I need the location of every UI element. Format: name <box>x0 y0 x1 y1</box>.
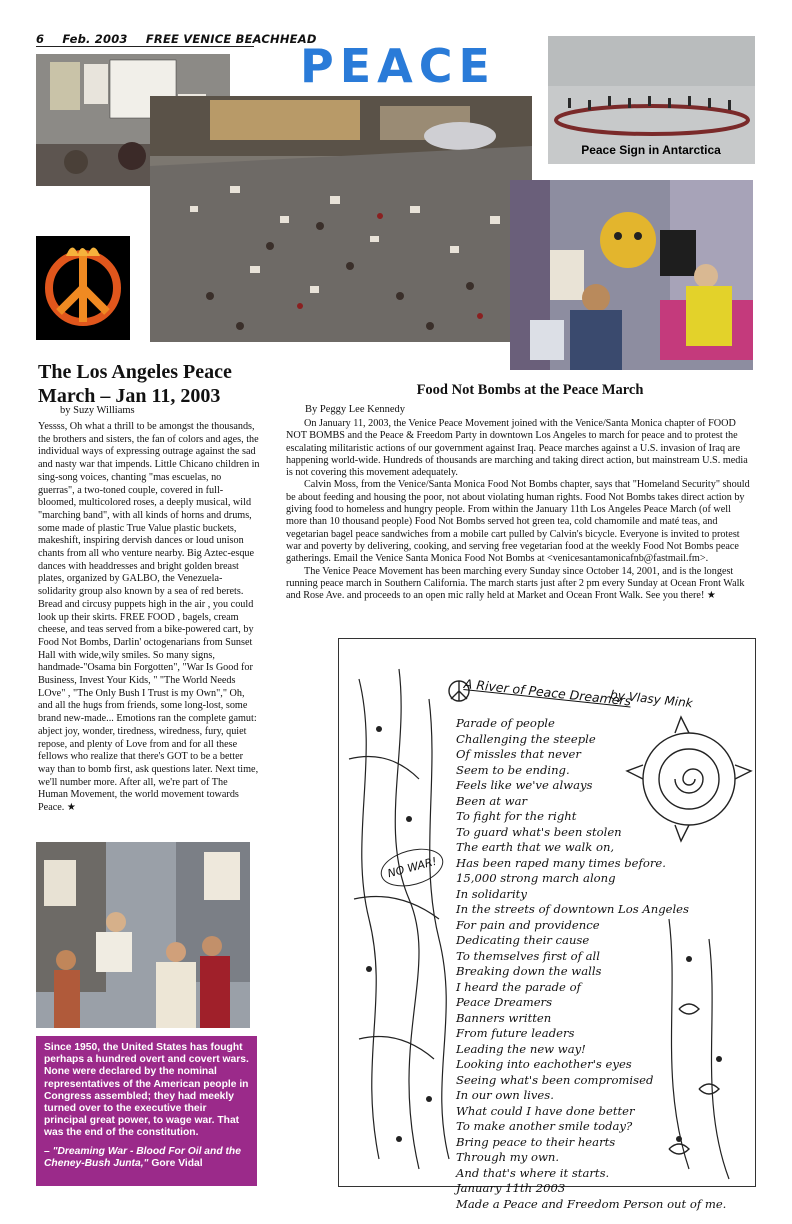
fnb-paragraph: Calvin Moss, from the Venice/Santa Monica Food Not Bombs chapter, says that "Homeland Security" should be about feeding and housing the poor, not about violating human rights. Food Not Bombs takes direct action by giving food to homeless and hungry people. From within the January 11th Los Angeles Peace March (of well more than 10 thousand people) Food Not Bombs served hot green tea, cold chamomile and maté teas, and vegetarian bagel peace sandwiches from a mobile cart pulled by Calvin's bicycle. Everyone is invited to protest war and poverty by delivering, cooking, and serving free vegetarian food at the weekly Food Not Bombs peace gatherings. Email the Venice Santa Monica Food Not Bombs at <venicesantamonicafnb@fastmail.fm>. <box>286 479 750 565</box>
header-rule <box>36 46 254 47</box>
poem-line: Peace Dreamers <box>456 995 553 1009</box>
photo-puppet-signs <box>510 180 753 370</box>
la-article-body: Yessss, Oh what a thrill to be amongst the thousands, the brothers and sisters, the fan of colors and ages, the individual ways of expressing outrage against the sad and nasty war that impends. Little Chicano children in sing-song voices, chanting "mas escuelas, no guerras", a two-toned couple, covered in full-bloomed, multicolored roses, a deeply musical, wild "marching band", with all kinds of horns and drums, some made of plastic True Value plastic buckets, makeshift, inspiring dervish dances or loud unison chants from all who venture nearby. Big Aztec-esque dances with headdresses and bright golden breast plates, organized by GALBO, the Venezuela-solidarity group also known by a sea of red berets. Bread and circusy puppets high in the air , you could look up their skirts. FREE FOOD , bagels, cream cheese, and teas served from a bike-powered cart, by Food Not Bombs, Darlin' octogenarians from Sunset Hall with wide,wily smiles. So many signs, handmade-"Osama bin Forgotten", "War Is Good for Business, Invest Your Kids, " "The World Needs LOve" , "The Only Bush I Trust is my Own"," Oh, and all the hugs from friends, some long-lost, some brand new-made... Emotions ran the complete gamut: abject joy, wonder, tiredness, wiredness, fury, quiet repose, and plenty of Love from and for all these fellows who realize that there's GOT to be a better way than to bomb first, ask questions later. Next time, we'll number more. After all, we're part of The Human Movement, the world movement towards Peace. ★ <box>38 421 260 814</box>
antarctica-caption: Peace Sign in Antarctica <box>581 143 721 157</box>
poem-line: Seem to be ending. <box>456 762 570 777</box>
poem-line: Made a Peace and Freedom Person out of me. <box>456 1196 727 1211</box>
poem-line: Been at war <box>456 793 528 808</box>
poem-line: Through my own. <box>456 1150 560 1164</box>
poem-line: Leading the new way! <box>456 1041 586 1056</box>
poem-title: A River of Peace Dreamers <box>463 676 632 709</box>
section-title: PEACE <box>300 39 496 93</box>
fnb-paragraph: On January 11, 2003, the Venice Peace Movement joined with the Venice/Santa Monica chapter of FOOD NOT BOMBS and the Peace & Freedom Party in downtown Los Angeles to march for peace and to protest the escalating militaristic actions of our government against Iraq. Peace marches against a U.S. invasion of Iraq are happening world-wide. Hundreds of thousands are marching and taking direct action, but mainstream U.S. media is not covering this movement adequately. <box>286 418 748 479</box>
fnb-article-body <box>286 418 754 602</box>
poem-line: The earth that we walk on, <box>456 840 615 854</box>
issue-date: Feb. 2003 <box>62 32 128 46</box>
poem-line: What could I have done better <box>456 1103 635 1118</box>
poem-line: 15,000 strong march along <box>456 871 616 885</box>
poem-line: Feels like we've always <box>456 778 593 792</box>
poem-line: Seeing what's been compromised <box>456 1072 654 1087</box>
poem-lines <box>456 716 746 1212</box>
la-article-title: The Los Angeles Peace March – Jan 11, 2003 <box>38 361 232 407</box>
quote-text: Since 1950, the United States has fought perhaps a hundred overt and covert wars. None were declared by the nominal representatives of the American people in Congress assembled; they had meekly turned over to the executive their principal great power, to wage war. That was the end of the constitution. <box>44 1042 249 1139</box>
poem-line: To guard what's been stolen <box>456 824 622 839</box>
poem-line: Of missles that never <box>456 747 581 761</box>
poem-line: And that's where it starts. <box>456 1165 610 1180</box>
photo-march-crowd <box>150 96 532 342</box>
fnb-paragraph: The Venice Peace Movement has been marching every Sunday since October 14, 2001, and is the longest running peace march in Southern California. The march starts just after 2 pm every Sunday at Ocean Front Walk and Rose Ave. and proceeds to an open mic rally held at Market and Ocean Front Walk. See you there! ★ <box>286 565 745 602</box>
quote-attribution <box>44 1146 249 1170</box>
poem-line: In the streets of downtown Los Angeles <box>456 902 689 916</box>
poem-line: Parade of people <box>456 716 555 730</box>
poem-line: Has been raped many times before. <box>456 855 666 870</box>
poem-line: In our own lives. <box>456 1088 554 1102</box>
photo-street-protesters <box>36 842 250 1028</box>
poem-line: Breaking down the walls <box>456 964 602 978</box>
poem-line: Bring peace to their hearts <box>456 1134 616 1149</box>
poem-line: January 11th 2003 <box>456 1181 566 1195</box>
quote-source: – "Dreaming War - Blood For Oil and the Cheney-Bush Junta," <box>44 1145 241 1169</box>
running-header <box>36 32 331 46</box>
publication-name: FREE VENICE BEACHHEAD <box>145 32 317 46</box>
poem-line: Banners written <box>456 1010 552 1025</box>
fnb-article-title: Food Not Bombs at the Peace March <box>416 382 644 398</box>
no-war-doodle-text: NO WAR! <box>377 842 448 892</box>
poem-line: For pain and providence <box>456 917 600 932</box>
poem-line: To themselves first of all <box>456 948 600 963</box>
peace-symbol-flame-image <box>36 236 130 340</box>
poem-line: To make another smile today? <box>456 1119 633 1133</box>
poem-line: Challenging the steeple <box>456 731 596 746</box>
fnb-article-byline: By Peggy Lee Kennedy <box>305 404 406 415</box>
la-article-byline: by Suzy Williams <box>60 405 135 416</box>
poem-line: Dedicating their cause <box>456 933 590 947</box>
page-number: 6 <box>36 32 45 46</box>
poem-author: by Vlasy Mink <box>609 687 694 711</box>
poem-line: Looking into eachother's eyes <box>456 1057 632 1071</box>
poem-line: From future leaders <box>456 1026 575 1040</box>
quote-author: Gore Vidal <box>151 1157 203 1169</box>
poem-line: In solidarity <box>456 886 527 901</box>
poem-line: I heard the parade of <box>456 979 581 994</box>
poem-line: To fight for the right <box>456 809 577 823</box>
gore-vidal-quote-box <box>36 1036 257 1186</box>
